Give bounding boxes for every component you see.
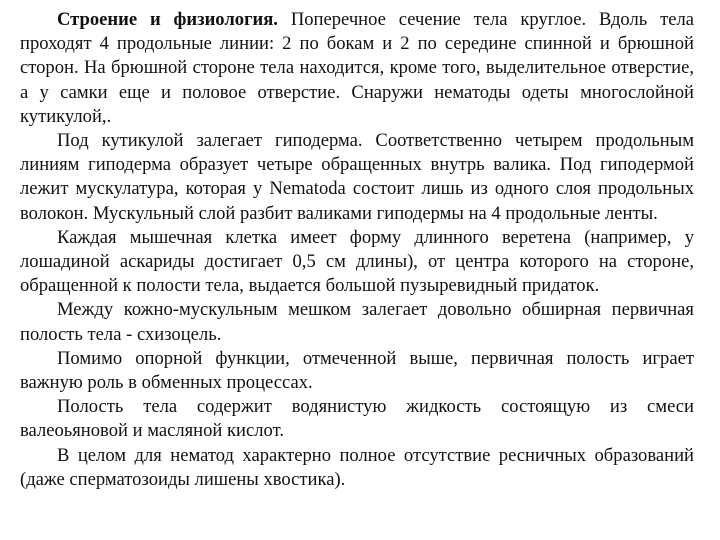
- document-page: [20, 8, 694, 492]
- paragraph-1-text: Поперечное сечение тела круглое. Вдоль тела проходят 4 продольные линии: 2 по бокам и 2 по середине спинной и брюшной сторон. На брюшной стороне тела находится, кроме того, выделительное отверстие, а у самки еще и половое отверстие. Снаружи нематоды одеты многослойной кутикулой,.: [20, 9, 694, 127]
- paragraph-4: Между кожно-мускульным мешком залегает довольно обширная первичная полость тела - схизоцель.: [20, 299, 694, 345]
- paragraph-2: Под кутикулой залегает гиподерма. Соответственно четырем продольным линиям гиподерма образует четыре обращенных внутрь валика. Под гиподермой лежит мускулатура, которая у Nematoda состоит лишь из одного слоя продольных волокон. Мускульный слой разбит валиками гиподермы на 4 продольные ленты.: [20, 130, 694, 224]
- paragraph-7: В целом для нематод характерно полное отсутствие ресничных образований (даже сперматозоиды лишены хвостика).: [20, 444, 694, 490]
- paragraph-6: Полость тела содержит водянистую жидкость состоящую из смеси валеоьяновой и масляной кислот.: [20, 396, 694, 442]
- paragraph-5: Помимо опорной функции, отмеченной выше, первичная полость играет важную роль в обменных процессах.: [20, 347, 694, 394]
- paragraph-3: Каждая мышечная клетка имеет форму длинного веретена (например, у лошадиной аскариды достигает 0,5 см длины), от центра которого на стороне, обращенной к полости тела, выдается большой пузыревидный придаток.: [20, 226, 694, 297]
- section-heading: Строение и физиология.: [57, 9, 278, 30]
- paragraph-1: [20, 8, 694, 129]
